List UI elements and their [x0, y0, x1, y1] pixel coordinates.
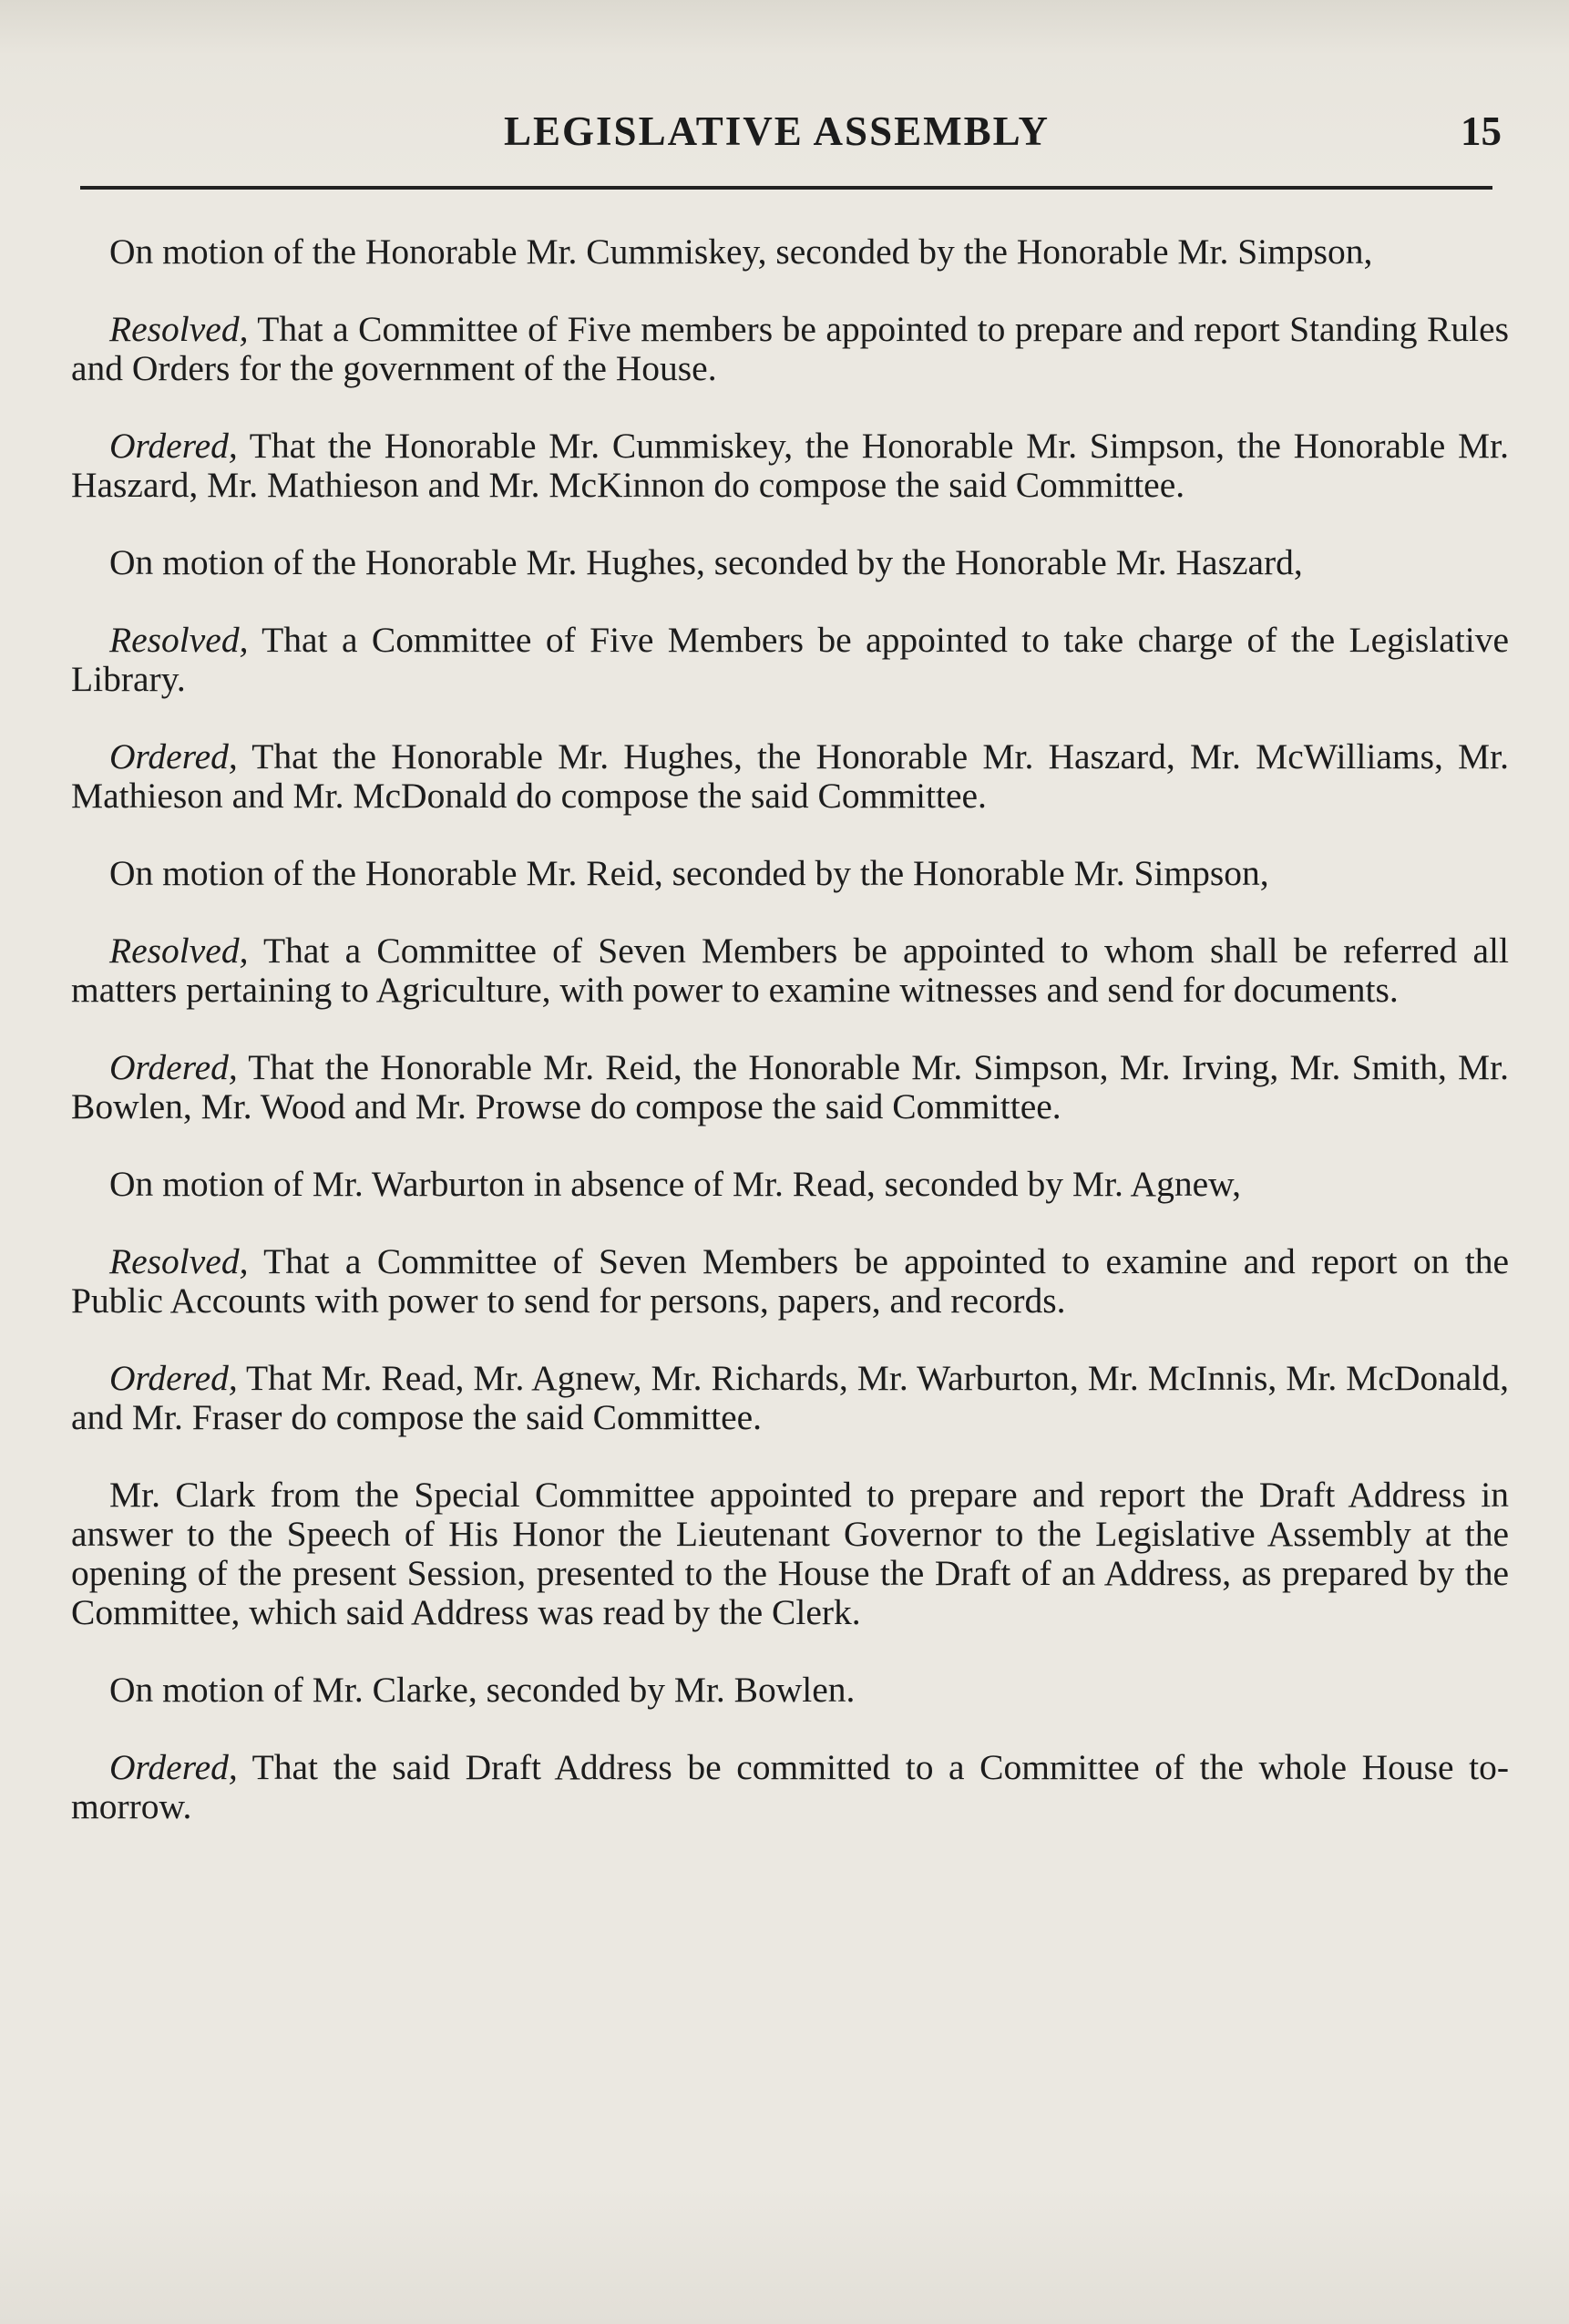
paragraph-ordered-agriculture — [71, 1048, 1509, 1126]
paragraph-resolved-library — [71, 621, 1509, 699]
paragraph-text: That the Honorable Mr. Hughes, the Honorable Mr. Haszard, Mr. McWilliams, Mr. Mathieson and Mr. McDonald do compose the said Committee. — [71, 736, 1509, 816]
paragraph-resolved-rules — [71, 310, 1509, 388]
paragraph-motion-reid — [71, 854, 1509, 893]
paragraph-ordered-accounts — [71, 1359, 1509, 1437]
paragraph-draft-address — [71, 1476, 1509, 1632]
paragraph-text: That the Honorable Mr. Cummiskey, the Honorable Mr. Simpson, the Honorable Mr. Haszard, Mr. Mathieson and Mr. McKinnon do compose the said Committee. — [71, 426, 1509, 505]
paragraph-text: Mr. Clark from the Special Committee appointed to prepare and report the Draft Address in answer to the Speech of His Honor the Lieutenant Governor to the Legislative Assembly at the opening of the present Session, presented to the House the Draft of an Address, as prepared by the Committee, which said Address was read by the Clerk. — [71, 1475, 1509, 1632]
paragraph-text: On motion of the Honorable Mr. Reid, seconded by the Honorable Mr. Simpson, — [109, 853, 1269, 893]
paragraph-ordered-rules — [71, 427, 1509, 505]
paragraph-lead: Resolved, — [109, 620, 249, 660]
paragraph-lead: Ordered, — [109, 1358, 238, 1398]
running-title: LEGISLATIVE ASSEMBLY — [504, 108, 1050, 154]
paragraph-motion-cummiskey — [71, 232, 1509, 272]
paragraph-text: On motion of Mr. Warburton in absence of Mr. Read, seconded by Mr. Agnew, — [109, 1164, 1241, 1204]
paragraph-lead: Ordered, — [109, 736, 238, 776]
paragraph-text: On motion of Mr. Clarke, seconded by Mr. Bowlen. — [109, 1670, 856, 1710]
paragraph-lead: Resolved, — [109, 309, 249, 349]
paragraph-motion-warburton — [71, 1165, 1509, 1204]
journal-body — [71, 232, 1509, 1865]
paragraph-motion-clarke — [71, 1671, 1509, 1710]
paragraph-text: That a Committee of Five Members be appointed to take charge of the Legislative Library. — [71, 620, 1509, 699]
paragraph-text: On motion of the Honorable Mr. Cummiskey, seconded by the Honorable Mr. Simpson, — [109, 231, 1373, 272]
header-rule — [80, 186, 1492, 190]
paragraph-text: On motion of the Honorable Mr. Hughes, seconded by the Honorable Mr. Haszard, — [109, 542, 1303, 582]
paragraph-lead: Ordered, — [109, 1047, 238, 1087]
paragraph-text: That Mr. Read, Mr. Agnew, Mr. Richards, Mr. Warburton, Mr. McInnis, Mr. McDonald, and Mr. Fraser do compose the said Committee. — [71, 1358, 1509, 1437]
paragraph-text: That the Honorable Mr. Reid, the Honorable Mr. Simpson, Mr. Irving, Mr. Smith, Mr. Bowlen, Mr. Wood and Mr. Prowse do compose the said Committee. — [71, 1047, 1509, 1126]
paragraph-lead: Resolved, — [109, 1241, 249, 1281]
paragraph-ordered-address — [71, 1748, 1509, 1826]
paragraph-resolved-accounts — [71, 1242, 1509, 1321]
page-header — [80, 108, 1502, 171]
paragraph-text: That a Committee of Seven Members be appointed to whom shall be referred all matters pertaining to Agriculture, with power to examine witnesses and send for documents. — [71, 931, 1509, 1010]
paragraph-motion-hughes — [71, 543, 1509, 582]
paragraph-lead: Ordered, — [109, 426, 238, 466]
paragraph-text: That a Committee of Five members be appointed to prepare and report Standing Rules and Orders for the government of the House. — [71, 309, 1509, 388]
paragraph-text: That a Committee of Seven Members be appointed to examine and report on the Public Accounts with power to send for persons, papers, and records. — [71, 1241, 1509, 1321]
paragraph-text: That the said Draft Address be committed to a Committee of the whole House to-morrow. — [71, 1747, 1509, 1826]
paragraph-lead: Resolved, — [109, 931, 249, 971]
page-number: 15 — [1461, 108, 1502, 154]
paragraph-lead: Ordered, — [109, 1747, 238, 1787]
paragraph-ordered-library — [71, 737, 1509, 816]
paragraph-resolved-agriculture — [71, 931, 1509, 1010]
